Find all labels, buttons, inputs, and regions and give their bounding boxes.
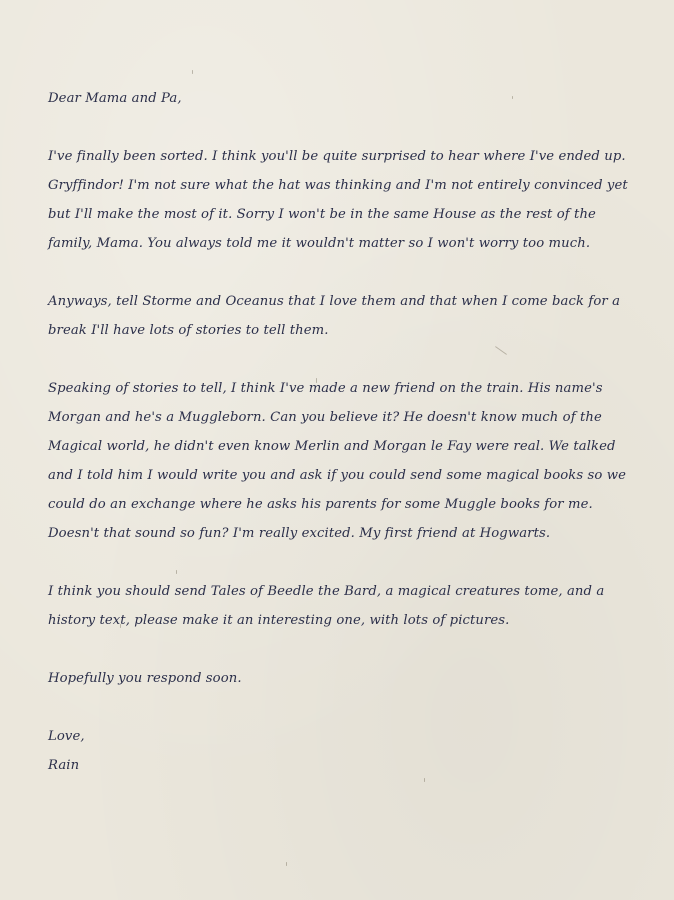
paragraph-siblings: Anyways, tell Storme and Oceanus that I love them and that when I come back for a break I'll have lots of stories to tell them. [48, 294, 621, 338]
closing: Love, [48, 729, 85, 744]
salutation: Dear Mama and Pa, [48, 91, 182, 106]
signature: Rain [48, 758, 80, 773]
paragraph-new-friend: Speaking of stories to tell, I think I've made a new friend on the train. His name's Morgan and he's a Muggleborn. Can you believe it? He doesn't know much of the Magical world, he didn't even know Merlin and Morgan le Fay were real. We talked and I told him I would write you and ask if you could send some magical books so we could do an exchange where he asks his parents for some Muggle books for me. Doesn't that sound so fun? I'm really excited. My first friend at Hogwarts. [48, 381, 627, 541]
paragraph-book-request: I think you should send Tales of Beedle the Bard, a magical creatures tome, and a history text, please make it an interesting one, with lots of pictures. [48, 584, 605, 628]
paper-speck [192, 70, 193, 74]
paper-speck [286, 862, 287, 866]
letter-body [48, 84, 640, 780]
paragraph-sorting: I've finally been sorted. I think you'll be quite surprised to hear where I've ended up. Gryffindor! I'm not sure what the hat was thinking and I'm not entirely convinced yet but I'll make the most of it. Sorry I won't be in the same House as the rest of the family, Mama. You always told me it wouldn't matter so I won't worry too much. [48, 149, 628, 251]
paragraph-respond-soon: Hopefully you respond soon. [48, 671, 242, 686]
